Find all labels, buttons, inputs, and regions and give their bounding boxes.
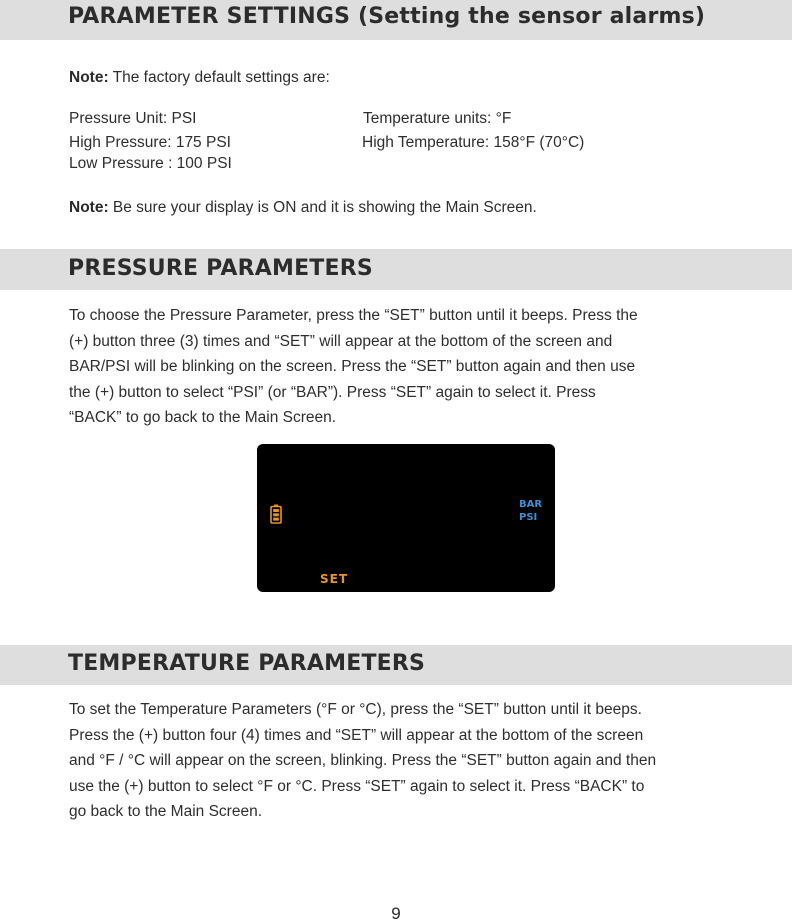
pressure-parameters-title: PRESSURE PARAMETERS: [68, 256, 373, 281]
paragraph-line: (+) button three (3) times and “SET” will appear at the bottom of the screen and: [69, 332, 613, 350]
paragraph-line: To choose the Pressure Parameter, press the “SET” button until it beeps. Press the: [69, 307, 638, 324]
pressure-parameters-paragraph: [69, 303, 729, 431]
paragraph-line: go back to the Main Screen.: [69, 803, 263, 821]
temperature-units-default: Temperature units: °F: [363, 110, 512, 127]
temperature-parameters-header: [0, 645, 792, 685]
high-pressure-default: High Pressure: 175 PSI: [69, 134, 231, 151]
high-temperature-default: High Temperature: 158°F (70°C): [362, 134, 585, 151]
pressure-unit-default: Pressure Unit: PSI: [69, 110, 197, 127]
pressure-parameters-header: [0, 249, 792, 290]
note-text: Be sure your display is ON and it is showing the Main Screen.: [108, 199, 537, 216]
parameter-settings-header: [0, 0, 792, 40]
note-factory-defaults: [69, 69, 330, 87]
lcd-psi-unit: PSI: [519, 512, 538, 523]
note-label: Note:: [69, 69, 109, 86]
page-number: 9: [391, 904, 401, 923]
temperature-parameters-title: TEMPERATURE PARAMETERS: [68, 651, 426, 676]
paragraph-line: Press the (+) button four (4) times and “SET” will appear at the bottom of the screen: [69, 726, 644, 744]
note-display-on: [69, 199, 537, 217]
paragraph-line: use the (+) button to select °F or °C. Press “SET” again to select it. Press “BACK” to: [69, 777, 645, 795]
lcd-bar-unit: BAR: [519, 499, 543, 510]
low-pressure-default: Low Pressure : 100 PSI: [69, 155, 232, 172]
paragraph-line: To set the Temperature Parameters (°F or °C), press the “SET” button until it beeps.: [69, 701, 642, 718]
paragraph-line: BAR/PSI will be blinking on the screen. Press the “SET” button again and then use: [69, 358, 636, 376]
paragraph-line: “BACK” to go back to the Main Screen.: [69, 409, 337, 427]
parameter-settings-title: PARAMETER SETTINGS (Setting the sensor alarms): [68, 4, 706, 29]
temperature-parameters-paragraph: [69, 697, 729, 825]
paragraph-line: and °F / °C will appear on the screen, blinking. Press the “SET” button again and then: [69, 752, 657, 770]
lcd-display-screen: [257, 444, 555, 592]
note-text: The factory default settings are:: [108, 69, 330, 86]
paragraph-line: the (+) button to select “PSI” (or “BAR”). Press “SET” again to select it. Press: [69, 383, 596, 401]
note-label: Note:: [69, 199, 109, 216]
battery-icon: [270, 504, 282, 524]
lcd-set-indicator: SET: [320, 572, 349, 586]
